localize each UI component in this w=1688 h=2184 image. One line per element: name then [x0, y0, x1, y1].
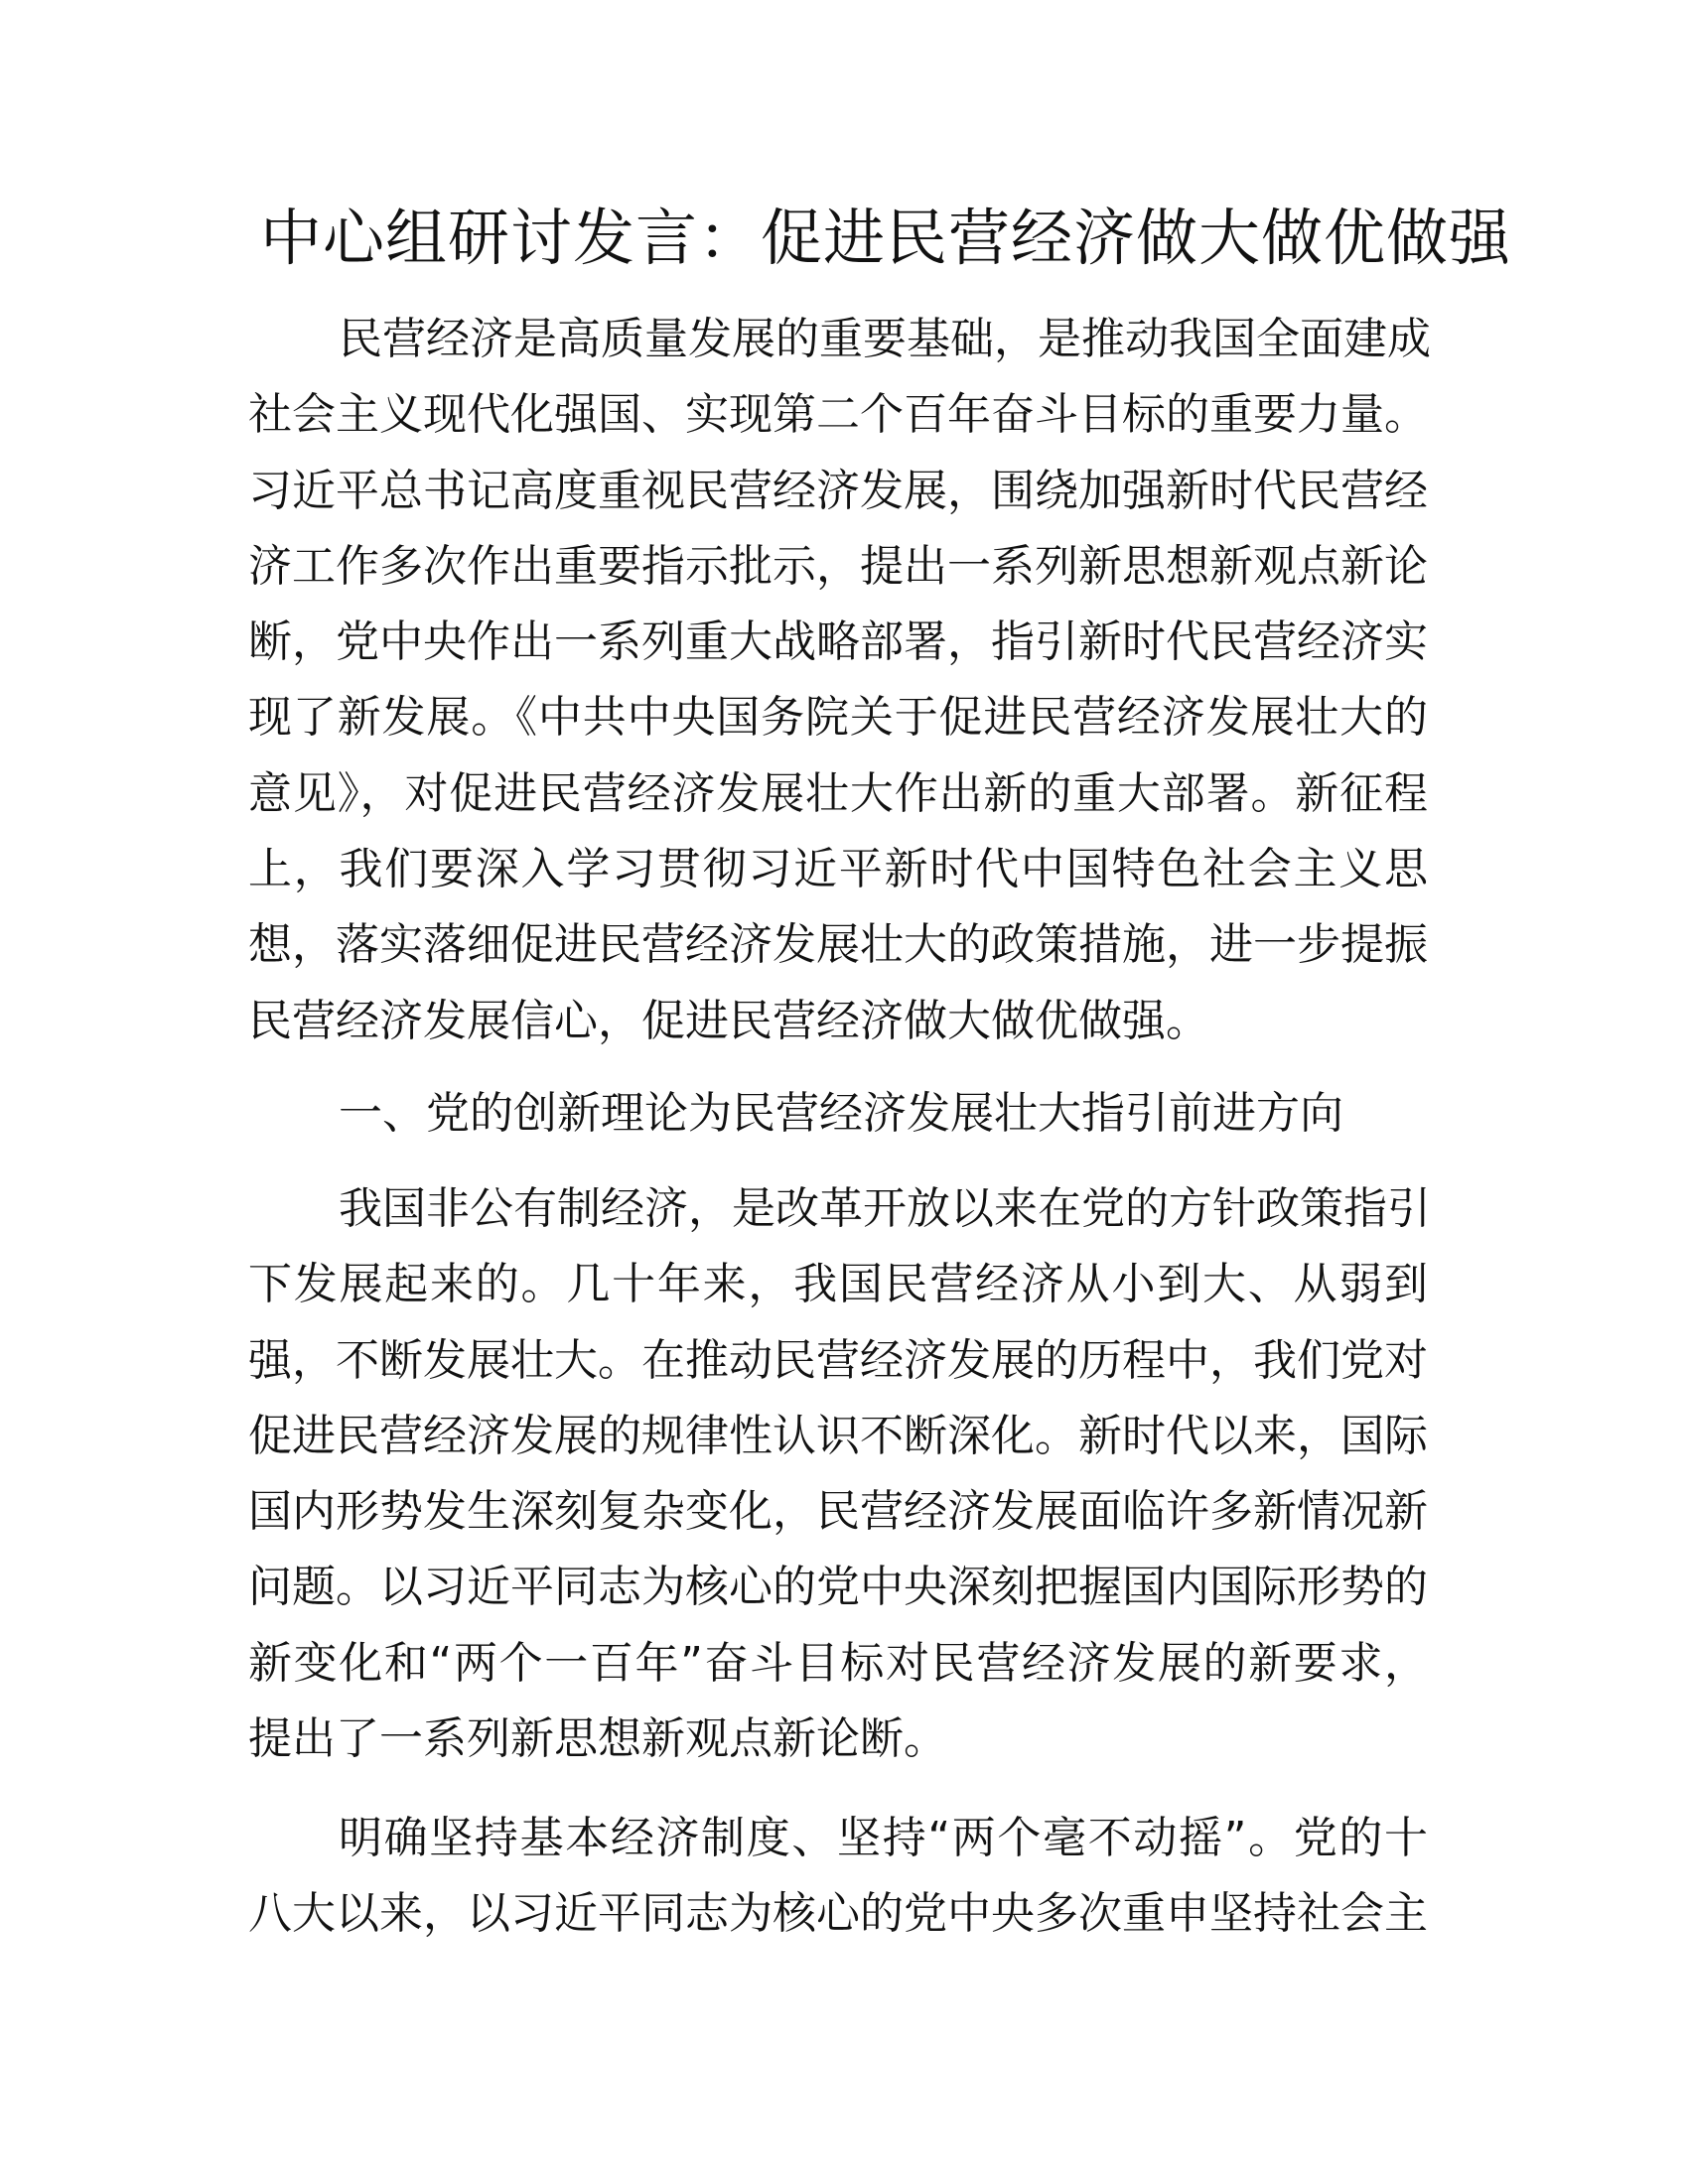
text-line: 下发展起来的。几十年来，我国民营经济从小到大、从弱到	[248, 1259, 1428, 1310]
section-heading-1	[248, 1076, 1428, 1152]
paragraph-3	[248, 1801, 1428, 1953]
document-title: 中心组研讨发言：促进民营经济做大做优做强	[260, 202, 1512, 274]
text-line: 民营经济是高质量发展的重要基础，是推动我国全面建成	[339, 314, 1431, 364]
text-line: 济工作多次作出重要指示批示，提出一系列新思想新观点新论	[248, 540, 1428, 592]
text-line: 提出了一系列新思想新观点新论断。	[248, 1713, 947, 1765]
text-line: 我国非公有制经济，是改革开放以来在党的方针政策指引	[339, 1183, 1431, 1234]
text-line: 现了新发展。《中共中央国务院关于促进民营经济发展壮大的	[248, 692, 1428, 744]
text-line: 明确坚持基本经济制度、坚持“两个毫不动摇”。党的十	[339, 1813, 1428, 1863]
text-line: 八大以来，以习近平同志为核心的党中央多次重申坚持社会主	[248, 1888, 1428, 1940]
paragraph-1	[248, 302, 1431, 1059]
text-line: 促进民营经济发展的规律性认识不断深化。新时代以来，国际	[248, 1410, 1428, 1461]
text-line: 上，我们要深入学习贯彻习近平新时代中国特色社会主义思	[248, 844, 1428, 895]
text-line: 意见》，对促进民营经济发展壮大作出新的重大部署。新征程	[248, 767, 1428, 819]
text-line: 新变化和“两个一百年”奋斗目标对民营经济发展的新要求，	[248, 1637, 1428, 1689]
text-line: 问题。以习近平同志为核心的党中央深刻把握国内国际形势的	[248, 1562, 1428, 1613]
text-line: 强，不断发展壮大。在推动民营经济发展的历程中，我们党对	[248, 1334, 1428, 1386]
text-line: 想，落实落细促进民营经济发展壮大的政策措施，进一步提振	[248, 919, 1428, 971]
heading-text: 一、党的创新理论为民营经济发展壮大指引前进方向	[339, 1088, 1343, 1139]
text-line: 习近平总书记高度重视民营经济发展，围绕加强新时代民营经	[248, 465, 1428, 516]
text-line: 国内形势发生深刻复杂变化，民营经济发展面临许多新情况新	[248, 1486, 1428, 1538]
text-line: 社会主义现代化强国、实现第二个百年奋斗目标的重要力量。	[248, 389, 1428, 441]
text-line: 民营经济发展信心，促进民营经济做大做优做强。	[248, 995, 1209, 1046]
paragraph-2	[248, 1171, 1431, 1777]
text-line: 断，党中央作出一系列重大战略部署，指引新时代民营经济实	[248, 616, 1428, 668]
